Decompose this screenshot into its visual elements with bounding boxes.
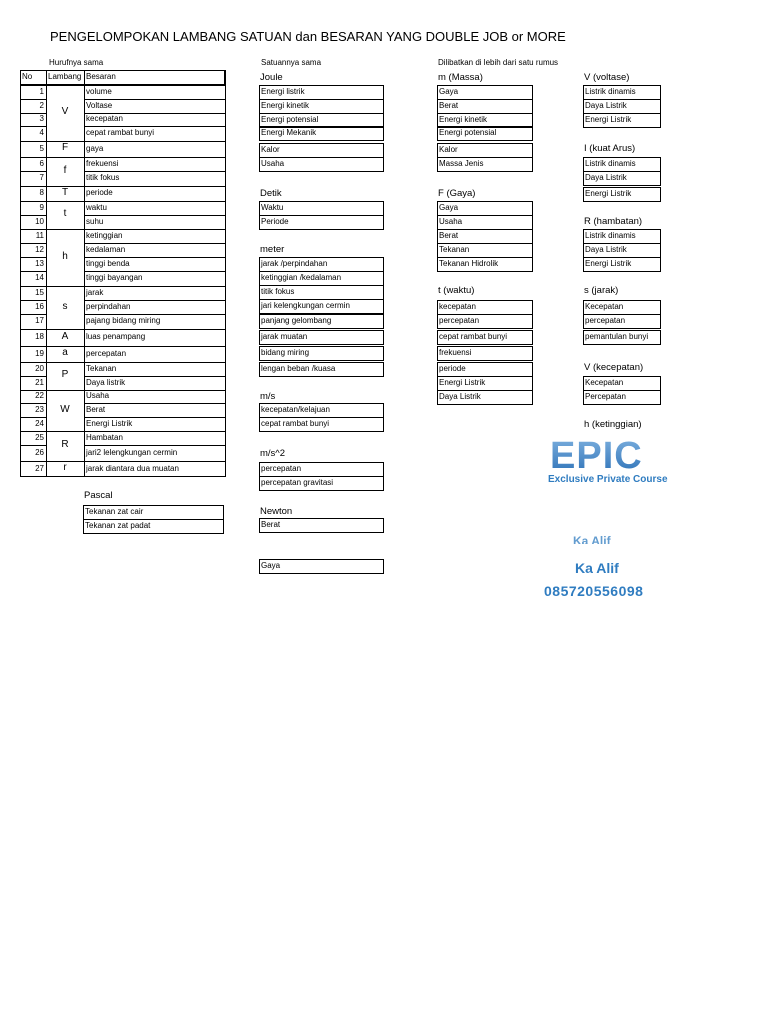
row-number: 18 bbox=[35, 332, 44, 341]
group-item-meter: titik fokus bbox=[261, 287, 295, 296]
row-besaran: waktu bbox=[86, 203, 107, 212]
group-item-kuatarus: Listrik dinamis bbox=[585, 159, 636, 168]
row-besaran: volume bbox=[86, 87, 112, 96]
row-besaran: jari2 lelengkungan cermin bbox=[86, 448, 178, 457]
row-number: 3 bbox=[39, 114, 44, 123]
page-title: PENGELOMPOKAN LAMBANG SATUAN dan BESARAN YANG DOUBLE JOB or MORE bbox=[50, 29, 566, 44]
row-number: 10 bbox=[35, 217, 44, 226]
section-label-satuannya-sama: Satuannya sama bbox=[261, 58, 322, 67]
contact-name: Ka Alif bbox=[575, 560, 619, 576]
symbol-cell: W bbox=[60, 403, 70, 415]
group-item-waktu: periode bbox=[439, 364, 466, 373]
row-number: 27 bbox=[35, 464, 44, 473]
row-line bbox=[20, 186, 46, 187]
row-besaran: gaya bbox=[86, 144, 104, 153]
symbol-group-line bbox=[46, 85, 84, 86]
group-item-massa: Energi kinetik bbox=[439, 115, 488, 124]
group-header-joule: Joule bbox=[260, 72, 283, 83]
group-item-joule: Kalor bbox=[261, 145, 280, 154]
row-besaran: titik fokus bbox=[86, 173, 120, 182]
group-item-hambatan: Energi Listrik bbox=[585, 259, 632, 268]
group-item-pascal: Tekanan zat padat bbox=[85, 521, 151, 530]
row-besaran: luas penampang bbox=[86, 332, 146, 341]
group-header-kuatarus: I (kuat Arus) bbox=[584, 143, 636, 154]
row-besaran: tinggi bayangan bbox=[86, 273, 143, 282]
group-item-ms: kecepatan/kelajuan bbox=[261, 405, 330, 414]
group-item-waktu: Energi Listrik bbox=[439, 378, 486, 387]
row-number: 21 bbox=[35, 378, 44, 387]
row-besaran: Hambatan bbox=[86, 433, 123, 442]
group-item-joule: Energi potensial bbox=[261, 115, 319, 124]
group-item-gaya: Gaya bbox=[439, 203, 459, 212]
row-number: 12 bbox=[35, 245, 44, 254]
symbol-group-line bbox=[46, 157, 84, 158]
group-header-waktu: t (waktu) bbox=[438, 285, 475, 296]
row-besaran: Energi Listrik bbox=[86, 419, 133, 428]
group-header-voltase: V (voltase) bbox=[584, 72, 630, 83]
row-number: 26 bbox=[35, 448, 44, 457]
group-item-meter: jarak muatan bbox=[261, 332, 308, 341]
group-item-ms: cepat rambat bunyi bbox=[261, 419, 330, 428]
row-line bbox=[20, 271, 46, 272]
row-number: 20 bbox=[35, 364, 44, 373]
header-lambang: Lambang bbox=[48, 72, 82, 81]
group-header-kecepatan: V (kecepatan) bbox=[584, 362, 644, 373]
row-line bbox=[84, 445, 225, 446]
row-number: 17 bbox=[35, 316, 44, 325]
group-header-hambatan: R (hambatan) bbox=[584, 216, 643, 227]
row-number: 8 bbox=[39, 188, 44, 197]
epic-logo bbox=[548, 432, 668, 492]
row-number: 1 bbox=[39, 87, 44, 96]
symbol-cell: A bbox=[61, 330, 69, 342]
group-item-newton: Berat bbox=[261, 520, 281, 529]
symbol-cell: R bbox=[61, 439, 69, 450]
row-number: 5 bbox=[39, 144, 44, 153]
group-item-massa: Massa Jenis bbox=[439, 159, 484, 168]
row-line bbox=[84, 346, 225, 347]
group-item-waktu: cepat rambat bunyi bbox=[439, 332, 508, 341]
faded-name: Ka Alif bbox=[573, 534, 611, 544]
group-item-meter: jarak /perpindahan bbox=[261, 259, 328, 268]
row-line bbox=[20, 314, 46, 315]
row-besaran: ketinggian bbox=[86, 231, 123, 240]
table-right-border bbox=[225, 70, 226, 476]
row-besaran: kedalaman bbox=[86, 245, 126, 254]
group-item-waktu: percepatan bbox=[439, 316, 480, 325]
group-item-waktu: frekuensi bbox=[439, 348, 472, 357]
row-besaran: tinggi benda bbox=[86, 259, 130, 268]
row-line bbox=[20, 157, 46, 158]
group-header-gaya: F (Gaya) bbox=[438, 188, 476, 199]
row-line bbox=[20, 85, 46, 86]
row-besaran: jarak bbox=[86, 288, 104, 297]
group-item-meter: bidang miring bbox=[261, 348, 310, 357]
group-item-detik: Waktu bbox=[261, 203, 284, 212]
group-item-newton: Gaya bbox=[261, 561, 281, 570]
group-item-meter: lengan beban /kuasa bbox=[261, 364, 336, 373]
group-header-meter: meter bbox=[260, 244, 285, 255]
group-header-ms: m/s bbox=[260, 391, 276, 402]
group-item-jarak: Kecepatan bbox=[585, 302, 624, 311]
table-bottom-border bbox=[20, 476, 226, 477]
col-divider-lambang bbox=[46, 70, 47, 476]
group-item-meter: jari kelengkungan cermin bbox=[261, 301, 350, 310]
group-item-waktu: kecepatan bbox=[439, 302, 476, 311]
symbol-group-line bbox=[46, 390, 84, 391]
row-number: 22 bbox=[35, 391, 44, 400]
row-line bbox=[20, 229, 46, 230]
row-line bbox=[20, 201, 46, 202]
row-line bbox=[20, 141, 46, 142]
epic-logo-mark bbox=[548, 432, 663, 477]
row-besaran: Usaha bbox=[86, 391, 110, 400]
row-line bbox=[20, 346, 46, 347]
row-number: 13 bbox=[35, 259, 44, 268]
group-item-meter: panjang gelombang bbox=[261, 316, 332, 325]
group-item-gaya: Tekanan Hidrolik bbox=[439, 259, 499, 268]
group-item-joule: Energi Mekanik bbox=[261, 128, 317, 137]
symbol-cell: F bbox=[61, 142, 69, 153]
row-line bbox=[20, 403, 46, 404]
row-line bbox=[20, 417, 46, 418]
symbol-cell: s bbox=[62, 300, 68, 312]
group-header-ketinggian: h (ketinggian) bbox=[584, 419, 642, 430]
row-line bbox=[20, 171, 46, 172]
epic-logo-subtitle: Exclusive Private Course bbox=[548, 474, 668, 485]
row-line bbox=[20, 99, 46, 100]
group-item-joule: Usaha bbox=[261, 159, 285, 168]
header-no: No bbox=[22, 72, 33, 81]
row-number: 14 bbox=[35, 273, 44, 282]
group-item-kuatarus: Energi Listrik bbox=[585, 189, 632, 198]
group-header-pascal: Pascal bbox=[84, 490, 113, 501]
epic-logo-text: EPIC bbox=[550, 435, 643, 477]
row-besaran: Voltase bbox=[86, 101, 113, 110]
section-label-dilibatkan: Dilibatkan di lebih dari satu rumus bbox=[438, 58, 559, 67]
symbol-cell: a bbox=[62, 347, 68, 358]
symbol-group-line bbox=[46, 229, 84, 230]
symbol-cell: f bbox=[63, 164, 67, 176]
row-number: 2 bbox=[39, 101, 44, 110]
row-line bbox=[20, 376, 46, 377]
group-item-voltase: Listrik dinamis bbox=[585, 87, 636, 96]
symbol-group-line bbox=[46, 431, 84, 432]
row-number: 24 bbox=[35, 419, 44, 428]
row-line bbox=[20, 461, 46, 462]
group-item-massa: Energi potensial bbox=[439, 128, 497, 137]
row-besaran: frekuensi bbox=[86, 159, 119, 168]
row-number: 23 bbox=[35, 405, 44, 414]
symbol-group-line bbox=[46, 362, 84, 363]
row-besaran: Berat bbox=[86, 405, 106, 414]
row-line bbox=[20, 215, 46, 216]
symbol-cell: V bbox=[61, 106, 69, 117]
symbol-cell: P bbox=[61, 369, 69, 380]
row-number: 16 bbox=[35, 302, 44, 311]
group-item-detik: Periode bbox=[261, 217, 289, 226]
group-item-meter: ketinggian /kedalaman bbox=[261, 273, 342, 282]
group-item-ms2: percepatan gravitasi bbox=[261, 478, 334, 487]
group-item-jarak: percepatan bbox=[585, 316, 626, 325]
row-number: 15 bbox=[35, 288, 44, 297]
row-besaran: pajang bidang miring bbox=[86, 316, 161, 325]
row-line bbox=[20, 431, 46, 432]
row-line bbox=[20, 445, 46, 446]
row-line bbox=[20, 362, 46, 363]
row-line bbox=[20, 300, 46, 301]
row-line bbox=[20, 329, 46, 330]
group-header-detik: Detik bbox=[260, 188, 282, 199]
row-line bbox=[84, 461, 225, 462]
row-line bbox=[20, 243, 46, 244]
row-number: 19 bbox=[35, 349, 44, 358]
row-besaran: percepatan bbox=[86, 349, 127, 358]
row-besaran: jarak diantara dua muatan bbox=[86, 464, 179, 473]
symbol-group-line bbox=[46, 286, 84, 287]
group-item-massa: Berat bbox=[439, 101, 459, 110]
row-number: 9 bbox=[39, 203, 44, 212]
group-header-jarak: s (jarak) bbox=[584, 285, 619, 296]
row-number: 11 bbox=[35, 231, 44, 240]
group-item-jarak: pemantulan bunyi bbox=[585, 332, 649, 341]
group-header-massa: m (Massa) bbox=[438, 72, 483, 83]
row-besaran: kecepatan bbox=[86, 114, 123, 123]
row-line bbox=[20, 286, 46, 287]
row-number: 6 bbox=[39, 159, 44, 168]
row-line bbox=[20, 126, 46, 127]
contact-phone: 085720556098 bbox=[544, 583, 644, 599]
group-item-ms2: percepatan bbox=[261, 464, 302, 473]
group-item-hambatan: Daya Listrik bbox=[585, 245, 627, 254]
header-besaran: Besaran bbox=[86, 72, 116, 81]
row-besaran: Tekanan bbox=[86, 364, 117, 373]
group-item-pascal: Tekanan zat cair bbox=[85, 507, 144, 516]
group-item-kecepatan: Kecepatan bbox=[585, 378, 624, 387]
group-item-gaya: Usaha bbox=[439, 217, 463, 226]
row-besaran: suhu bbox=[86, 217, 104, 226]
row-number: 7 bbox=[39, 173, 44, 182]
group-item-massa: Kalor bbox=[439, 145, 458, 154]
group-item-voltase: Daya Listrik bbox=[585, 101, 627, 110]
row-number: 25 bbox=[35, 433, 44, 442]
group-item-joule: Energi listrik bbox=[261, 87, 305, 96]
group-item-gaya: Tekanan bbox=[439, 245, 470, 254]
row-number: 4 bbox=[39, 128, 44, 137]
group-item-joule: Energi kinetik bbox=[261, 101, 310, 110]
symbol-group-line bbox=[46, 201, 84, 202]
group-item-massa: Gaya bbox=[439, 87, 459, 96]
group-item-voltase: Energi Listrik bbox=[585, 115, 632, 124]
section-label-hurufnya-sama: Hurufnya sama bbox=[49, 58, 104, 67]
group-header-newton: Newton bbox=[260, 506, 293, 517]
row-line bbox=[84, 329, 225, 330]
group-item-gaya: Berat bbox=[439, 231, 459, 240]
row-line bbox=[84, 141, 225, 142]
row-besaran: perpindahan bbox=[86, 302, 131, 311]
symbol-cell: r bbox=[63, 461, 67, 473]
row-line bbox=[20, 257, 46, 258]
group-item-waktu: Daya Listrik bbox=[439, 392, 481, 401]
group-item-hambatan: Listrik dinamis bbox=[585, 231, 636, 240]
row-besaran: cepat rambat bunyi bbox=[86, 128, 155, 137]
group-header-ms2: m/s^2 bbox=[260, 448, 286, 459]
row-besaran: periode bbox=[86, 188, 113, 197]
row-besaran: Daya listrik bbox=[86, 378, 126, 387]
group-item-kecepatan: Percepatan bbox=[585, 392, 626, 401]
symbol-cell: h bbox=[62, 250, 68, 262]
symbol-cell: T bbox=[61, 186, 69, 198]
group-item-kuatarus: Daya Listrik bbox=[585, 173, 627, 182]
symbol-cell: t bbox=[63, 208, 67, 219]
